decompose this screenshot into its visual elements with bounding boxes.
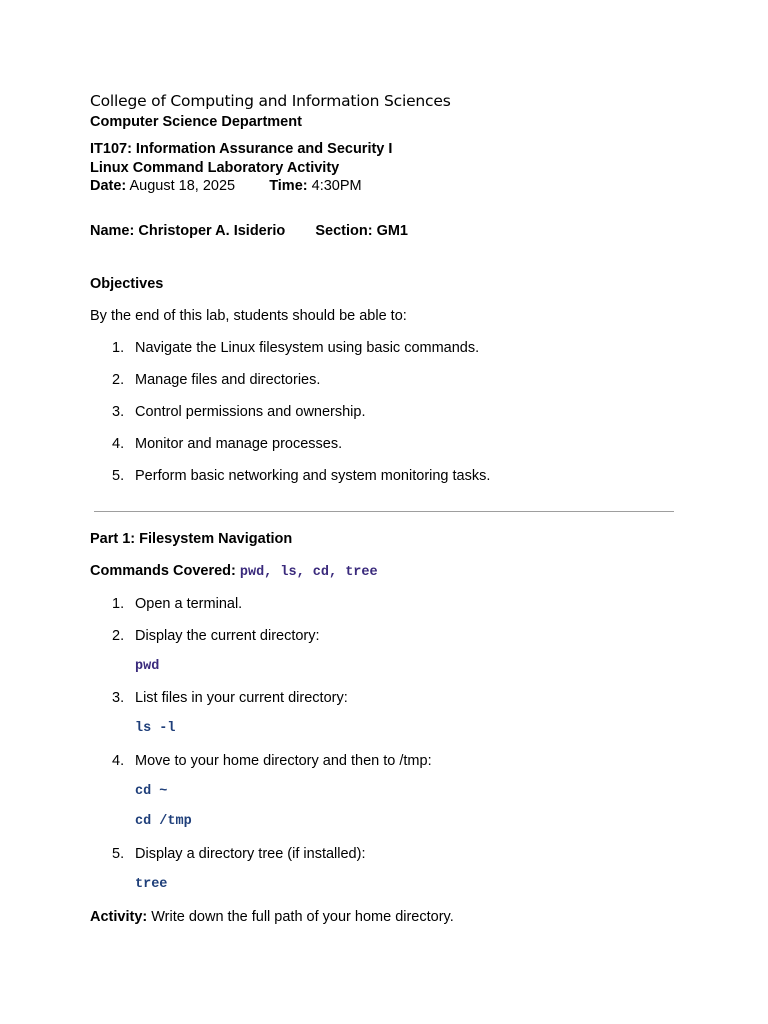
list-item [90, 372, 490, 404]
list-number: 4. [112, 436, 125, 452]
list-item [90, 340, 490, 372]
list-item [90, 436, 490, 468]
list-item [90, 628, 320, 644]
list-text: Display the current directory: [135, 628, 320, 644]
list-text: Navigate the Linux filesystem using basic commands. [135, 340, 480, 356]
code-line: cd ~ [135, 784, 168, 799]
list-text: Control permissions and ownership. [135, 404, 366, 420]
lab-title: Linux Command Laboratory Activity [90, 160, 340, 176]
objectives-heading: Objectives [90, 276, 164, 292]
list-text: Display a directory tree (if installed): [135, 846, 366, 862]
time-value: 4:30PM [311, 178, 362, 194]
list-number: 2. [112, 628, 125, 644]
section-label: Section: [315, 223, 373, 239]
name-value: Christoper A. Isiderio [138, 223, 286, 239]
list-number: 5. [112, 846, 125, 862]
list-number: 1. [112, 340, 125, 356]
date-time-line [90, 178, 362, 194]
list-text: List files in your current directory: [135, 690, 348, 706]
list-item [90, 690, 348, 706]
time-label: Time: [269, 178, 308, 194]
list-number: 2. [112, 372, 125, 388]
objectives-intro: By the end of this lab, students should be able to: [90, 308, 407, 324]
list-number: 4. [112, 753, 125, 769]
list-item [90, 596, 242, 612]
list-item [90, 846, 365, 862]
course-title: IT107: Information Assurance and Security I [90, 141, 393, 157]
list-item [90, 404, 490, 436]
list-text: Open a terminal. [135, 596, 243, 612]
activity-line [90, 909, 454, 925]
list-item [90, 753, 432, 769]
student-line [90, 223, 408, 239]
code-line: cd /tmp [135, 814, 192, 829]
date-label: Date: [90, 178, 127, 194]
list-text: Move to your home directory and then to /tmp: [135, 753, 432, 769]
list-number: 3. [112, 404, 125, 420]
code-line: pwd [135, 659, 160, 674]
name-label: Name: [90, 223, 135, 239]
college-name: College of Computing and Information Sciences [90, 92, 451, 110]
section-value: GM1 [376, 223, 408, 239]
list-number: 3. [112, 690, 125, 706]
objectives-list [90, 340, 490, 500]
list-text: Monitor and manage processes. [135, 436, 343, 452]
document-page [90, 0, 690, 1024]
department-name: Computer Science Department [90, 114, 302, 130]
date-value: August 18, 2025 [129, 178, 236, 194]
list-item [90, 468, 490, 500]
commands-covered [90, 563, 378, 580]
commands-value: pwd, ls, cd, tree [239, 565, 378, 580]
list-text: Perform basic networking and system monitoring tasks. [135, 468, 491, 484]
code-line: tree [135, 877, 168, 892]
part1-heading: Part 1: Filesystem Navigation [90, 531, 293, 547]
activity-label: Activity: [90, 909, 148, 925]
list-number: 5. [112, 468, 125, 484]
activity-text: Write down the full path of your home directory. [151, 909, 454, 925]
commands-label: Commands Covered: [90, 563, 236, 579]
section-divider [94, 511, 674, 512]
list-number: 1. [112, 596, 125, 612]
list-text: Manage files and directories. [135, 372, 321, 388]
code-line: ls -l [135, 721, 176, 736]
